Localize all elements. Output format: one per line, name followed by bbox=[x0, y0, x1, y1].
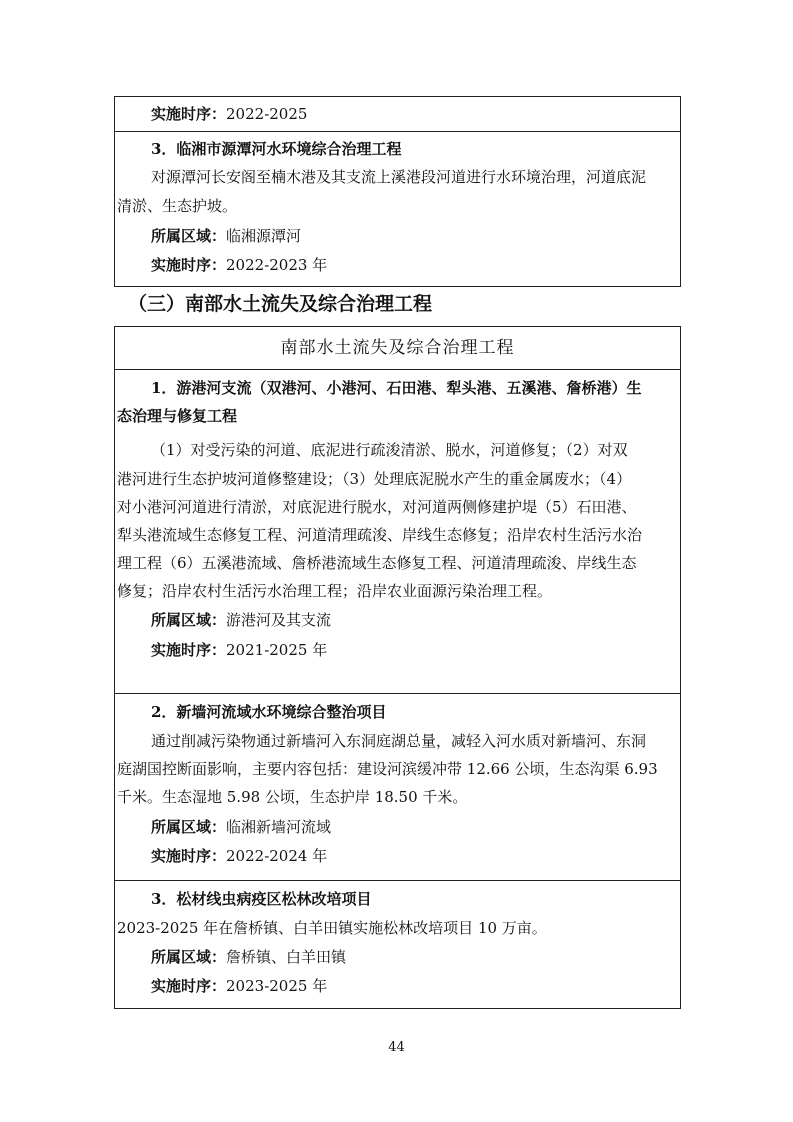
page-number: 44 bbox=[388, 1040, 405, 1055]
project-body-line: 2023-2025 年在詹桥镇、白羊田镇实施松林改培项目 10 万亩。 bbox=[117, 919, 547, 937]
region-value: 游港河及其支流 bbox=[226, 611, 332, 629]
project-body-line: 通过削减污染物通过新墙河入东洞庭湖总量，减轻入河水质对新墙河、东洞 bbox=[151, 732, 647, 750]
project-body-line: 港河进行生态护坡河道修整建设；（3）处理底泥脱水产生的重金属废水；（4） bbox=[117, 470, 632, 488]
section-heading: （三）南部水土流失及综合治理工程 bbox=[128, 293, 433, 315]
project-body-line: 对小港河河道进行清淤，对底泥进行脱水，对河道两侧修建护堤（5）石田港、 bbox=[117, 498, 637, 516]
project-body-line: 对源潭河长安阁至楠木港及其支流上溪港段河道进行水环境治理，河道底泥 bbox=[151, 168, 647, 186]
table-title: 南部水土流失及综合治理工程 bbox=[280, 338, 515, 358]
project-table bbox=[114, 326, 681, 1009]
region-label: 所属区域： bbox=[151, 227, 227, 245]
project-title: 态治理与修复工程 bbox=[117, 407, 238, 425]
timing-value: 2021-2025 年 bbox=[226, 641, 328, 659]
timing-value: 2022-2025 bbox=[226, 105, 308, 123]
timing-label: 实施时序： bbox=[151, 105, 227, 123]
region-label: 所属区域： bbox=[151, 818, 227, 836]
project-body-line: 修复；沿岸农村生活污水治理工程；沿岸农业面源污染治理工程。 bbox=[117, 582, 553, 600]
region-label: 所属区域： bbox=[151, 611, 227, 629]
project-title: 3．松材线虫病疫区松林改培项目 bbox=[151, 890, 372, 908]
region-value: 临湘新墙河流域 bbox=[226, 818, 332, 836]
project-body-line: 清淤、生态护坡。 bbox=[117, 197, 238, 215]
timing-label: 实施时序： bbox=[151, 641, 227, 659]
project-cell bbox=[115, 369, 680, 693]
project-body-line: 庭湖国控断面影响，主要内容包括：建设河滨缓冲带 12.66 公顷，生态沟渠 6.93 bbox=[117, 760, 658, 778]
timing-label: 实施时序： bbox=[151, 256, 227, 274]
timing-value: 2022-2024 年 bbox=[226, 847, 328, 865]
timing-value: 2023-2025 年 bbox=[226, 977, 328, 995]
project-title: 3．临湘市源潭河水环境综合治理工程 bbox=[151, 140, 402, 158]
timing-label: 实施时序： bbox=[151, 847, 227, 865]
project-title: 2．新墙河流域水环境综合整治项目 bbox=[151, 703, 387, 721]
timing-value: 2022-2023 年 bbox=[226, 256, 328, 274]
continued-table bbox=[114, 96, 681, 287]
project-cell bbox=[115, 880, 680, 1008]
region-value: 詹桥镇、白羊田镇 bbox=[226, 948, 347, 966]
project-cell bbox=[115, 131, 680, 286]
project-body-line: 犁头港流域生态修复工程、河道清理疏浚、岸线生态修复；沿岸农村生活污水治 bbox=[117, 526, 643, 544]
timing-row bbox=[115, 97, 680, 131]
region-label: 所属区域： bbox=[151, 948, 227, 966]
timing-label: 实施时序： bbox=[151, 977, 227, 995]
project-body-line: 理工程（6）五溪港流域、詹桥港流域生态修复工程、河道清理疏浚、岸线生态 bbox=[117, 554, 637, 572]
project-body-line: （1）对受污染的河道、底泥进行疏浚清淤、脱水，河道修复；（2）对双 bbox=[151, 441, 628, 459]
region-value: 临湘源潭河 bbox=[226, 227, 302, 245]
project-title: 1．游港河支流（双港河、小港河、石田港、犁头港、五溪港、詹桥港）生 bbox=[151, 379, 642, 397]
project-body-line: 千米。生态湿地 5.98 公顷，生态护岸 18.50 千米。 bbox=[117, 788, 468, 806]
project-cell bbox=[115, 693, 680, 880]
table-title-row bbox=[115, 327, 680, 369]
